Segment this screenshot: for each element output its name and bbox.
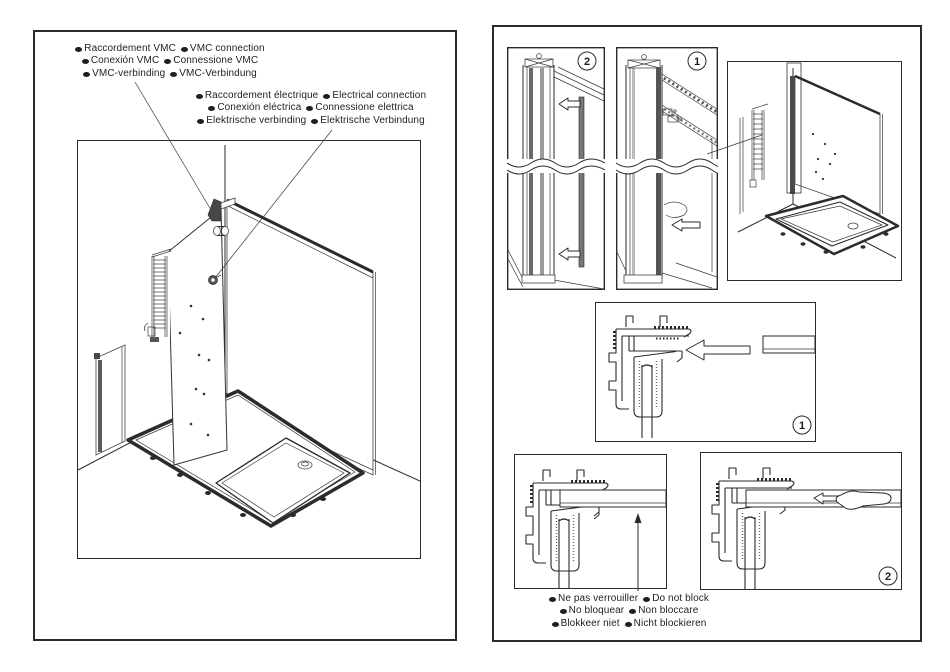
detail-box-profile-1 [616,47,718,290]
cross-section-box-1 [595,302,816,442]
lang-bullet-icon [643,597,650,602]
label-row [180,90,442,102]
lang-bullet-icon [75,47,82,52]
lang-bullet-icon [208,106,215,111]
lang-bullet-icon [629,609,636,614]
right-glass-panel [795,76,880,214]
label-text: No bloquear [568,605,625,617]
do-not-block-label [519,593,739,630]
label-text: Raccordement VMC [84,43,176,54]
lang-bullet-icon [311,119,318,124]
lang-bullet-icon [83,72,90,77]
label-row [519,593,739,605]
support-bar [560,490,666,507]
cross-section-box-block [514,454,667,589]
callout-number: 1 [693,56,701,68]
label-row [519,605,739,617]
callout-number: 2 [583,56,591,68]
profile-column-drawing-1 [616,47,718,290]
label-text: Connessione elettrica [315,102,414,114]
radiator-valve [150,337,159,342]
lang-bullet-icon [82,59,89,64]
profile-column-drawing-2 [507,47,605,290]
label-text: Connessione VMC [173,55,259,67]
label-row [60,68,280,80]
corner-profile-dark [790,76,795,194]
lang-bullet-icon [552,622,559,627]
detail-box-profile-2 [507,47,605,290]
label-text: Raccordement électrique [204,90,319,101]
right-panel [492,25,922,642]
cross-section-drawing-2 [701,453,901,589]
insert-arrow-icon [686,340,750,360]
label-text: Electrical connection [332,90,427,101]
label-row [60,55,280,67]
callout-number: 2 [884,571,892,583]
label-text: VMC connection [189,43,265,54]
label-row [180,102,442,114]
drain-cap [848,223,858,229]
label-text: VMC-Verbindung [179,67,257,79]
enclosure-drawing-box [77,140,421,559]
lang-bullet-icon [323,94,330,99]
enclosure-isometric-drawing [78,141,420,558]
cross-section-drawing-block [515,455,666,588]
label-row [60,43,280,55]
lang-bullet-icon [560,609,567,614]
label-text: Non bloccare [638,605,699,617]
vmc-label-block [60,43,280,80]
mounting-panel [168,209,227,465]
lang-bullet-icon [197,119,204,124]
lang-bullet-icon [164,59,171,64]
label-text: Conexión VMC [90,55,160,67]
label-text: Do not block [652,593,709,604]
label-text: VMC-verbinding [92,67,166,79]
seal-strip [579,97,584,267]
label-text: Elektrische Verbindung [320,114,425,126]
label-row [180,115,442,127]
left-glass-cap [94,353,100,359]
lang-bullet-icon [306,106,313,111]
left-panel [33,30,457,641]
label-text: Nicht blockieren [633,617,707,629]
towel-radiator [750,104,768,187]
label-text: Blokkeer niet [560,617,620,629]
electrical-label-block [180,90,442,127]
mini-isometric-box [727,61,902,281]
lang-bullet-icon [181,47,188,52]
vmc-cap [208,199,221,221]
label-text: Elektrische verbinding [206,114,307,126]
label-row [519,618,739,630]
left-glass-rail [98,360,102,452]
cross-section-box-2 [700,452,902,590]
callout-number: 1 [798,420,806,432]
lang-bullet-icon [625,622,632,627]
lang-bullet-icon [170,72,177,77]
lang-bullet-icon [549,597,556,602]
support-bar [763,336,815,353]
label-text: Conexión eléctrica [217,102,302,114]
lang-bullet-icon [196,94,203,99]
mini-isometric-drawing [728,62,901,280]
cross-section-drawing-1 [596,303,815,441]
label-text: Ne pas verrouiller [558,593,639,604]
